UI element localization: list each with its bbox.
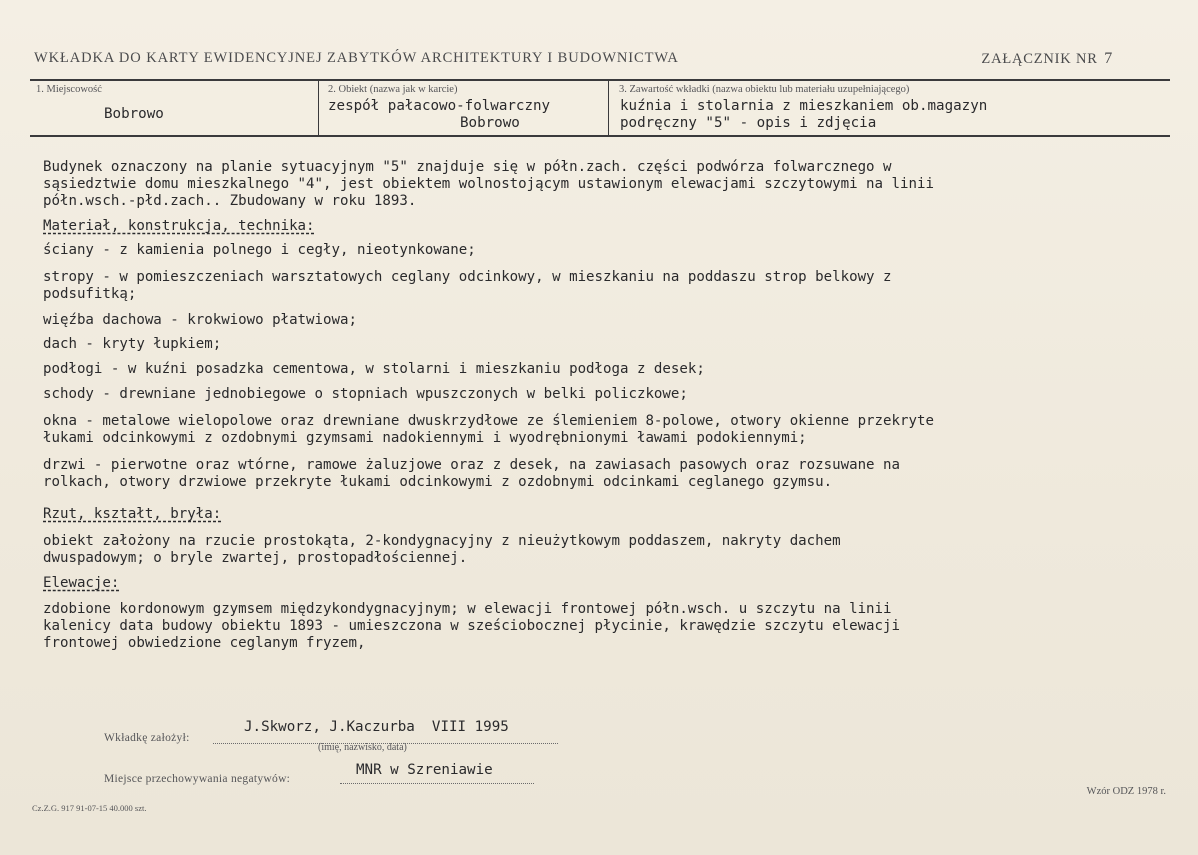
roof-text: dach - kryty łupkiem; <box>43 336 222 352</box>
doors-line-2: rolkach, otwory drzwiowe przekryte łukami odcinkowymi z ozdobnymi odcinkami ceglanego gzymsu. <box>43 474 833 490</box>
negatives-label: Miejsce przechowywania negatywów: <box>104 773 291 785</box>
print-info: Cz.Z.G. 917 91-07-15 40.000 szt. <box>32 803 147 813</box>
material-heading: Materiał, konstrukcja, technika: <box>43 218 315 234</box>
cell-divider-1 <box>318 81 319 135</box>
intro-line-2: sąsiedztwie domu mieszkalnego "4", jest obiektem wolnostojącym ustawionym elewacjami szczytowymi na linii <box>43 176 934 192</box>
locality-label: 1. Miejscowość <box>36 84 102 95</box>
object-value-line2: Bobrowo <box>460 115 520 131</box>
negatives-value: MNR w Szreniawie <box>356 762 493 778</box>
created-value: J.Skworz, J.Kaczurba VIII 1995 <box>244 719 509 735</box>
table-top-rule <box>30 79 1170 81</box>
plan-line-2: dwuspadowym; o bryle zwartej, prostopadłościennej. <box>43 550 468 566</box>
form-title: WKŁADKA DO KARTY EWIDENCYJNEJ ZABYTKÓW ARCHITEKTURY I BUDOWNICTWA <box>34 50 679 66</box>
ceilings-line-2: podsufitką; <box>43 286 137 302</box>
roof-truss-text: więźba dachowa - krokwiowo płatwiowa; <box>43 312 357 328</box>
form-pattern-note: Wzór ODZ 1978 r. <box>1086 786 1166 797</box>
doors-line-1: drzwi - pierwotne oraz wtórne, ramowe żaluzjowe oraz z desek, na zawiasach pasowych oraz rozsuwane na <box>43 457 901 473</box>
contents-value-line2: podręczny "5" - opis i zdjęcia <box>620 115 877 131</box>
object-value-line1: zespół pałacowo-folwarczny <box>328 98 551 114</box>
ceilings-line-1: stropy - w pomieszczeniach warsztatowych ceglany odcinkowy, w mieszkaniu na poddaszu strop belkowy z <box>43 269 892 285</box>
annex-number-value: 7 <box>1104 50 1113 67</box>
floors-text: podłogi - w kuźni posadzka cementowa, w stolarni i mieszkaniu podłoga z desek; <box>43 361 705 377</box>
annex-label: ZAŁĄCZNIK NR <box>981 51 1098 67</box>
table-bottom-rule <box>30 135 1170 137</box>
elevations-line-3: frontowej obwiedzione ceglanym fryzem, <box>43 635 366 651</box>
elevations-line-1: zdobione kordonowym gzymsem międzykondygnacyjnym; w elewacji frontowej półn.wsch. u szczytu na linii <box>43 601 892 617</box>
negatives-dotted-line <box>340 783 534 784</box>
walls-text: ściany - z kamienia polnego i cegły, nieotynkowane; <box>43 242 476 258</box>
created-caption: (imię, nazwisko, data) <box>318 742 407 753</box>
elevations-heading: Elewacje: <box>43 575 120 591</box>
object-label: 2. Obiekt (nazwa jak w karcie) <box>328 84 458 95</box>
intro-line-3: półn.wsch.-płd.zach.. Zbudowany w roku 1893. <box>43 193 417 209</box>
plan-heading: Rzut, kształt, bryła: <box>43 506 222 522</box>
stairs-text: schody - drewniane jednobiegowe o stopniach wpuszczonych w belki policzkowe; <box>43 386 688 402</box>
contents-value-line1: kuźnia i stolarnia z mieszkaniem ob.magazyn <box>620 98 988 114</box>
intro-line-1: Budynek oznaczony na planie sytuacyjnym "5" znajduje się w półn.zach. części podwórza folwarcznego w <box>43 159 892 175</box>
elevations-line-2: kalenicy data budowy obiektu 1893 - umieszczona w sześciobocznej płycinie, krawędzie szczytu elewacji <box>43 618 901 634</box>
annex-number <box>981 50 1113 68</box>
cell-divider-2 <box>608 81 609 135</box>
contents-label: 3. Zawartość wkładki (nazwa obiektu lub materiału uzupełniającego) <box>619 84 910 95</box>
windows-line-2: łukami odcinkowymi z ozdobnymi gzymsami nadokiennymi i wyodrębnionymi ławami podokiennymi; <box>43 430 807 446</box>
locality-value: Bobrowo <box>104 106 164 122</box>
windows-line-1: okna - metalowe wielopolowe oraz drewniane dwuskrzydłowe ze ślemieniem 8-polowe, otwory okienne przekryte <box>43 413 934 429</box>
plan-line-1: obiekt założony na rzucie prostokąta, 2-kondygnacyjny z nieużytkowym poddaszem, nakryty dachem <box>43 533 841 549</box>
created-label: Wkładkę założył: <box>104 732 190 744</box>
